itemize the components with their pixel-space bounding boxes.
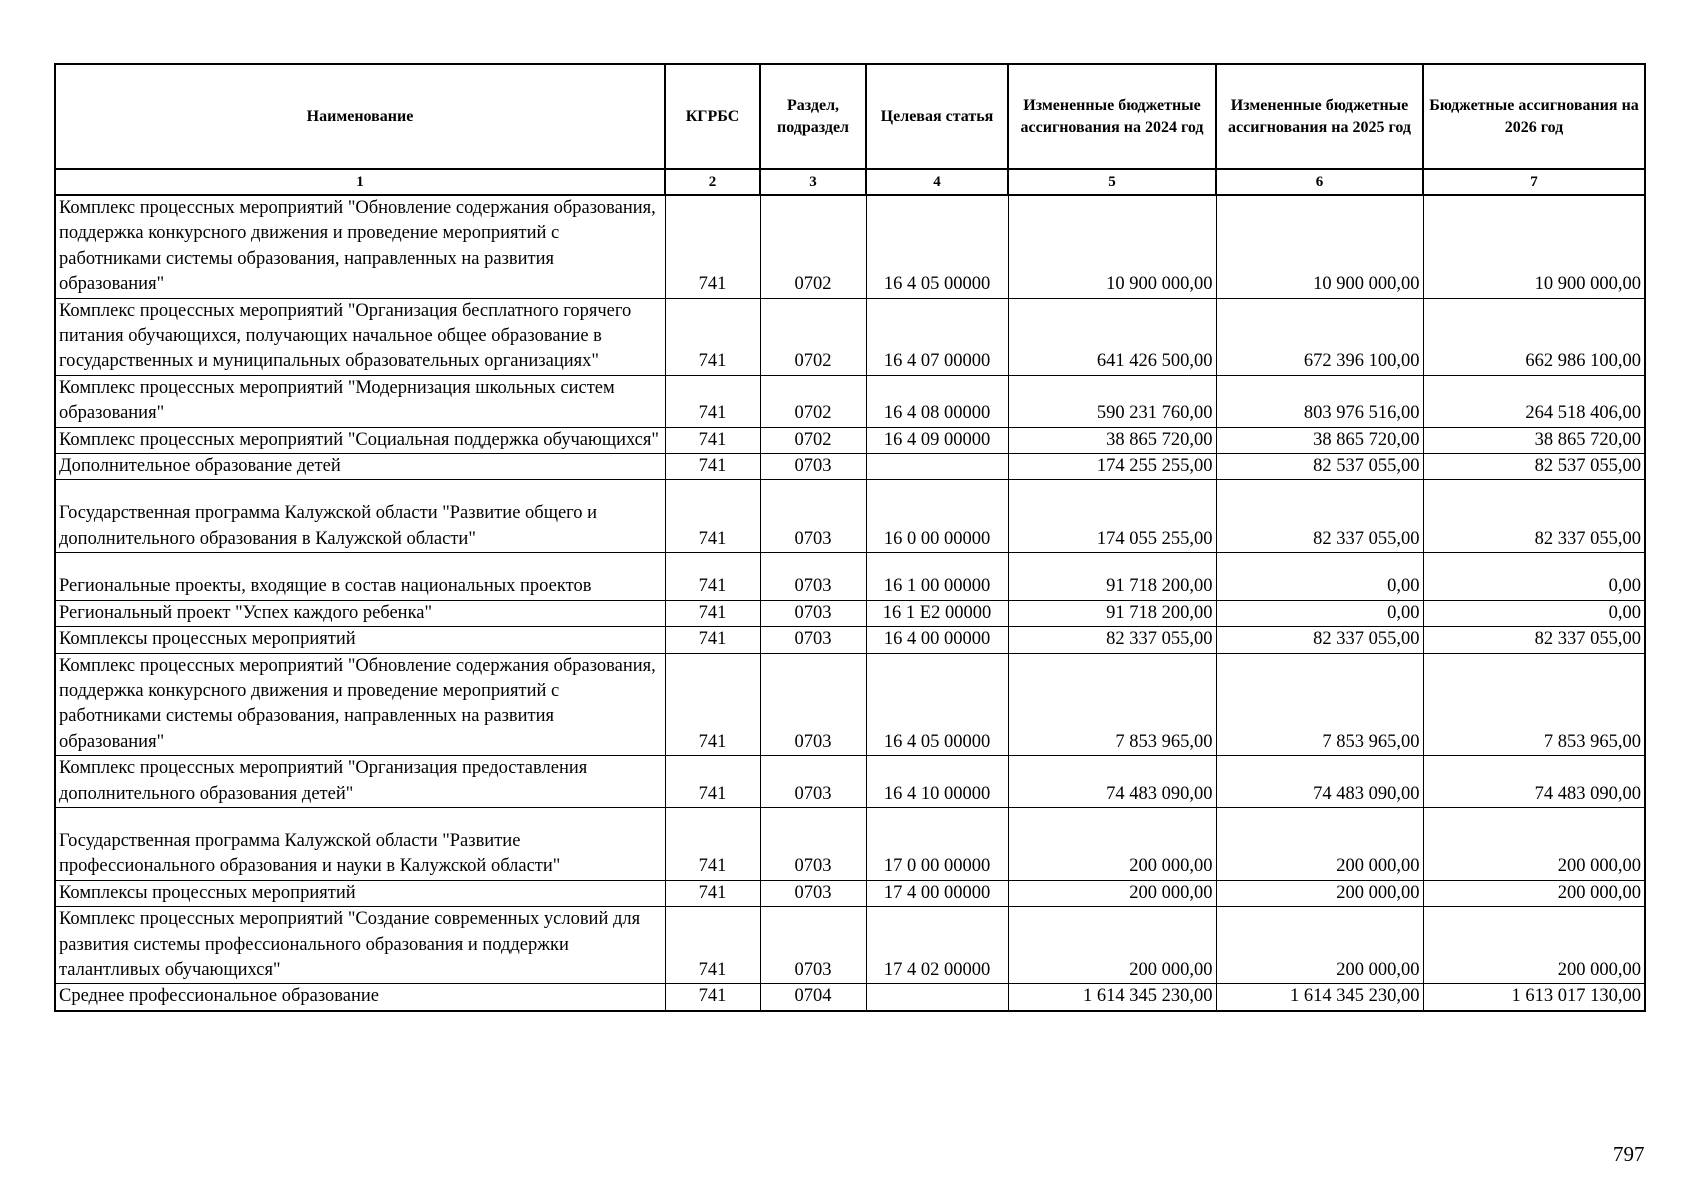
cell-name: Комплекс процессных мероприятий "Модернизация школьных систем образования" (55, 375, 665, 427)
cell-amount-2026: 200 000,00 (1423, 880, 1645, 906)
cell-kgrbs: 741 (665, 907, 760, 984)
cell-amount-2026: 264 518 406,00 (1423, 375, 1645, 427)
cell-amount-2026: 200 000,00 (1423, 907, 1645, 984)
column-number: 4 (866, 169, 1008, 195)
cell-section: 0702 (760, 195, 866, 298)
cell-amount-2024: 91 718 200,00 (1008, 553, 1216, 600)
table-row (55, 807, 1645, 880)
cell-amount-2025: 74 483 090,00 (1216, 756, 1423, 808)
cell-amount-2024: 38 865 720,00 (1008, 427, 1216, 453)
cell-amount-2026: 7 853 965,00 (1423, 653, 1645, 756)
cell-section: 0703 (760, 627, 866, 653)
column-number: 1 (55, 169, 665, 195)
cell-section: 0703 (760, 480, 866, 553)
table-row (55, 653, 1645, 756)
cell-amount-2025: 803 976 516,00 (1216, 375, 1423, 427)
cell-kgrbs: 741 (665, 984, 760, 1011)
cell-target: 17 4 02 00000 (866, 907, 1008, 984)
cell-amount-2026: 10 900 000,00 (1423, 195, 1645, 298)
header-row (55, 64, 1645, 169)
cell-amount-2024: 590 231 760,00 (1008, 375, 1216, 427)
cell-section: 0702 (760, 298, 866, 375)
header-2025: Измененные бюджетные ассигнования на 2025 год (1216, 64, 1423, 169)
cell-target: 16 4 07 00000 (866, 298, 1008, 375)
cell-amount-2025: 200 000,00 (1216, 907, 1423, 984)
cell-target: 16 1 E2 00000 (866, 600, 1008, 626)
cell-name: Комплекс процессных мероприятий "Организация предоставления дополнительного образования детей" (55, 756, 665, 808)
cell-amount-2026: 200 000,00 (1423, 807, 1645, 880)
cell-amount-2026: 1 613 017 130,00 (1423, 984, 1645, 1011)
cell-amount-2025: 82 337 055,00 (1216, 480, 1423, 553)
table-row (55, 880, 1645, 906)
cell-kgrbs: 741 (665, 627, 760, 653)
cell-name: Государственная программа Калужской области "Развитие профессионального образования и науки в Калужской области" (55, 807, 665, 880)
cell-amount-2026: 82 537 055,00 (1423, 454, 1645, 480)
table-row (55, 553, 1645, 600)
table-row (55, 984, 1645, 1011)
cell-kgrbs: 741 (665, 553, 760, 600)
cell-kgrbs: 741 (665, 756, 760, 808)
table-row (55, 907, 1645, 984)
cell-kgrbs: 741 (665, 653, 760, 756)
cell-kgrbs: 741 (665, 880, 760, 906)
cell-kgrbs: 741 (665, 298, 760, 375)
cell-section: 0702 (760, 427, 866, 453)
cell-amount-2025: 82 337 055,00 (1216, 627, 1423, 653)
cell-amount-2026: 74 483 090,00 (1423, 756, 1645, 808)
cell-amount-2026: 82 337 055,00 (1423, 627, 1645, 653)
cell-name: Комплексы процессных мероприятий (55, 627, 665, 653)
cell-amount-2025: 82 537 055,00 (1216, 454, 1423, 480)
cell-name: Комплекс процессных мероприятий "Обновление содержания образования, поддержка конкурсного движения и проведение мероприятий с работниками системы образования, направленных на развития образования" (55, 653, 665, 756)
cell-amount-2025: 10 900 000,00 (1216, 195, 1423, 298)
cell-section: 0703 (760, 600, 866, 626)
cell-amount-2025: 1 614 345 230,00 (1216, 984, 1423, 1011)
cell-target: 16 0 00 00000 (866, 480, 1008, 553)
header-2026: Бюджетные ассигнования на 2026 год (1423, 64, 1645, 169)
table-row (55, 600, 1645, 626)
header-2024: Измененные бюджетные ассигнования на 2024 год (1008, 64, 1216, 169)
cell-kgrbs: 741 (665, 480, 760, 553)
cell-name: Комплекс процессных мероприятий "Социальная поддержка обучающихся" (55, 427, 665, 453)
cell-amount-2024: 82 337 055,00 (1008, 627, 1216, 653)
cell-section: 0702 (760, 375, 866, 427)
cell-name: Комплекс процессных мероприятий "Создание современных условий для развития системы профессионального образования и поддержки талантливых обучающихся" (55, 907, 665, 984)
cell-amount-2025: 672 396 100,00 (1216, 298, 1423, 375)
column-number: 7 (1423, 169, 1645, 195)
table-row (55, 627, 1645, 653)
cell-kgrbs: 741 (665, 600, 760, 626)
cell-amount-2024: 74 483 090,00 (1008, 756, 1216, 808)
budget-table (54, 63, 1646, 1012)
table-row (55, 480, 1645, 553)
cell-name: Комплекс процессных мероприятий "Обновление содержания образования, поддержка конкурсного движения и проведение мероприятий с работниками системы образования, направленных на развития образования" (55, 195, 665, 298)
cell-amount-2025: 38 865 720,00 (1216, 427, 1423, 453)
cell-amount-2024: 1 614 345 230,00 (1008, 984, 1216, 1011)
cell-amount-2025: 7 853 965,00 (1216, 653, 1423, 756)
table-row (55, 756, 1645, 808)
cell-amount-2024: 641 426 500,00 (1008, 298, 1216, 375)
header-name: Наименование (55, 64, 665, 169)
cell-target: 16 4 00 00000 (866, 627, 1008, 653)
cell-name: Комплексы процессных мероприятий (55, 880, 665, 906)
cell-amount-2026: 82 337 055,00 (1423, 480, 1645, 553)
table-body (55, 195, 1645, 1011)
cell-target (866, 984, 1008, 1011)
cell-name: Среднее профессиональное образование (55, 984, 665, 1011)
cell-name: Дополнительное образование детей (55, 454, 665, 480)
cell-target: 16 1 00 00000 (866, 553, 1008, 600)
table-row (55, 195, 1645, 298)
table-row (55, 427, 1645, 453)
cell-section: 0704 (760, 984, 866, 1011)
cell-amount-2024: 10 900 000,00 (1008, 195, 1216, 298)
cell-amount-2025: 200 000,00 (1216, 807, 1423, 880)
cell-name: Государственная программа Калужской области "Развитие общего и дополнительного образования в Калужской области" (55, 480, 665, 553)
cell-target: 16 4 05 00000 (866, 653, 1008, 756)
cell-target (866, 454, 1008, 480)
cell-amount-2024: 200 000,00 (1008, 907, 1216, 984)
budget-sheet (54, 63, 1646, 1012)
column-number: 5 (1008, 169, 1216, 195)
column-number: 3 (760, 169, 866, 195)
column-number: 6 (1216, 169, 1423, 195)
cell-target: 17 0 00 00000 (866, 807, 1008, 880)
cell-amount-2024: 174 255 255,00 (1008, 454, 1216, 480)
cell-section: 0703 (760, 454, 866, 480)
cell-target: 16 4 09 00000 (866, 427, 1008, 453)
column-number-row (55, 169, 1645, 195)
cell-amount-2026: 0,00 (1423, 600, 1645, 626)
cell-amount-2025: 0,00 (1216, 553, 1423, 600)
cell-amount-2025: 0,00 (1216, 600, 1423, 626)
cell-amount-2024: 200 000,00 (1008, 880, 1216, 906)
header-target: Целевая статья (866, 64, 1008, 169)
cell-target: 17 4 00 00000 (866, 880, 1008, 906)
cell-target: 16 4 10 00000 (866, 756, 1008, 808)
cell-amount-2024: 174 055 255,00 (1008, 480, 1216, 553)
cell-amount-2026: 38 865 720,00 (1423, 427, 1645, 453)
cell-target: 16 4 05 00000 (866, 195, 1008, 298)
cell-kgrbs: 741 (665, 454, 760, 480)
cell-kgrbs: 741 (665, 807, 760, 880)
column-number: 2 (665, 169, 760, 195)
header-kgrbs: КГРБС (665, 64, 760, 169)
page-number: 797 (1613, 1142, 1645, 1166)
cell-name: Региональный проект "Успех каждого ребенка" (55, 600, 665, 626)
cell-section: 0703 (760, 553, 866, 600)
cell-target: 16 4 08 00000 (866, 375, 1008, 427)
table-row (55, 454, 1645, 480)
cell-section: 0703 (760, 807, 866, 880)
cell-amount-2024: 200 000,00 (1008, 807, 1216, 880)
table-row (55, 298, 1645, 375)
cell-amount-2024: 91 718 200,00 (1008, 600, 1216, 626)
cell-section: 0703 (760, 880, 866, 906)
cell-name: Региональные проекты, входящие в состав национальных проектов (55, 553, 665, 600)
table-row (55, 375, 1645, 427)
cell-section: 0703 (760, 653, 866, 756)
header-section: Раздел, подраздел (760, 64, 866, 169)
cell-amount-2025: 200 000,00 (1216, 880, 1423, 906)
cell-kgrbs: 741 (665, 375, 760, 427)
cell-amount-2024: 7 853 965,00 (1008, 653, 1216, 756)
cell-kgrbs: 741 (665, 195, 760, 298)
cell-kgrbs: 741 (665, 427, 760, 453)
cell-section: 0703 (760, 756, 866, 808)
cell-name: Комплекс процессных мероприятий "Организация бесплатного горячего питания обучающихся, получающих начальное общее образование в государственных и муниципальных образовательных организациях" (55, 298, 665, 375)
cell-amount-2026: 662 986 100,00 (1423, 298, 1645, 375)
cell-section: 0703 (760, 907, 866, 984)
cell-amount-2026: 0,00 (1423, 553, 1645, 600)
